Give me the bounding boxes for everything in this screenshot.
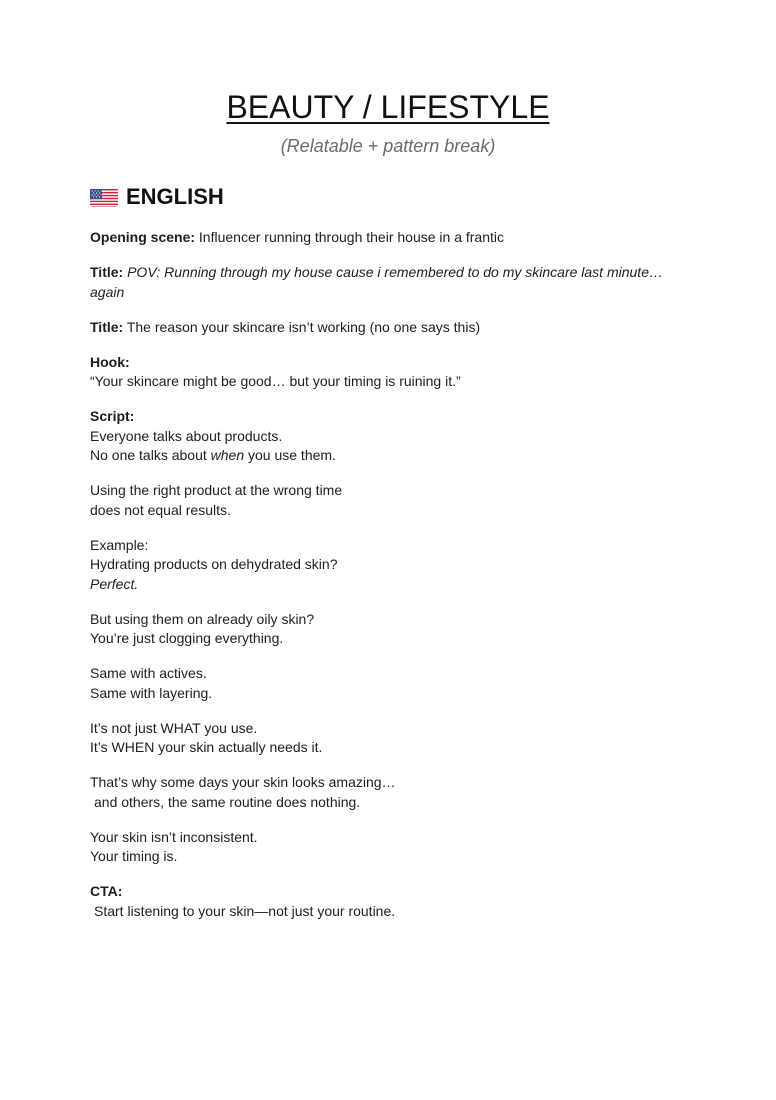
cta-label: CTA: [90, 883, 123, 899]
script-line: Same with actives. [90, 665, 207, 681]
script-intro [90, 407, 710, 466]
script-line: It’s WHEN your skin actually needs it. [90, 739, 323, 755]
opening-scene [90, 228, 710, 248]
script-line: It’s not just WHAT you use. [90, 719, 258, 736]
script-line-emphasis: when [210, 447, 245, 463]
script-line: Your skin isn’t inconsistent. [90, 828, 258, 845]
title-pov-label: Title: [90, 264, 124, 280]
title-reason-text: The reason your skincare isn’t working (no one says this) [123, 318, 481, 335]
script-line: You’re just clogging everything. [90, 630, 284, 646]
script-line-post: you use them. [244, 447, 336, 463]
script-paragraph [90, 773, 710, 812]
hook-text: “Your skincare might be good… but your timing is ruining it.” [90, 373, 461, 389]
script-paragraph [90, 536, 710, 595]
section-heading-label: ENGLISH [126, 184, 224, 209]
script-line: Everyone talks about products. [90, 427, 283, 444]
script-paragraph [90, 610, 710, 649]
script-line [90, 446, 710, 466]
script-line: Perfect. [90, 575, 139, 592]
script-line: Same with layering. [90, 684, 213, 701]
script-line: does not equal results. [90, 501, 231, 518]
hook-label: Hook: [90, 353, 130, 370]
script-line: Using the right product at the wrong time [90, 482, 343, 498]
document-body [90, 228, 710, 937]
document-title: BEAUTY / LIFESTYLE [226, 89, 550, 125]
title-pov [90, 263, 710, 302]
script-line: and others, the same routine does nothing. [94, 793, 361, 810]
title-pov-text: POV: Running through my house cause i remembered to do my skincare last minute… [123, 264, 663, 280]
script-line: Your timing is. [90, 848, 178, 864]
opening-scene-label: Opening scene: [90, 229, 196, 245]
cta-text: Start listening to your skin—not just your routine. [94, 902, 396, 919]
cta [90, 882, 710, 921]
script-line-pre: No one talks about [90, 447, 211, 463]
script-paragraph [90, 481, 710, 520]
script-line: But using them on already oily skin? [90, 610, 315, 627]
title-pov-text-line2: again [90, 283, 125, 300]
title-reason [90, 318, 710, 338]
hook [90, 353, 710, 392]
us-flag-icon [90, 188, 118, 207]
script-label: Script: [90, 408, 135, 424]
script-line: That’s why some days your skin looks amazing… [90, 774, 396, 790]
document-subtitle: (Relatable + pattern break) [280, 136, 496, 156]
script-paragraph [90, 719, 710, 758]
script-paragraph [90, 664, 710, 703]
script-line: Example: [90, 536, 149, 553]
opening-scene-text: Influencer running through their house in a frantic [195, 229, 505, 245]
script-line: Hydrating products on dehydrated skin? [90, 556, 338, 572]
script-paragraph [90, 828, 710, 867]
title-reason-label: Title: [90, 318, 124, 335]
section-heading-english [90, 182, 224, 212]
